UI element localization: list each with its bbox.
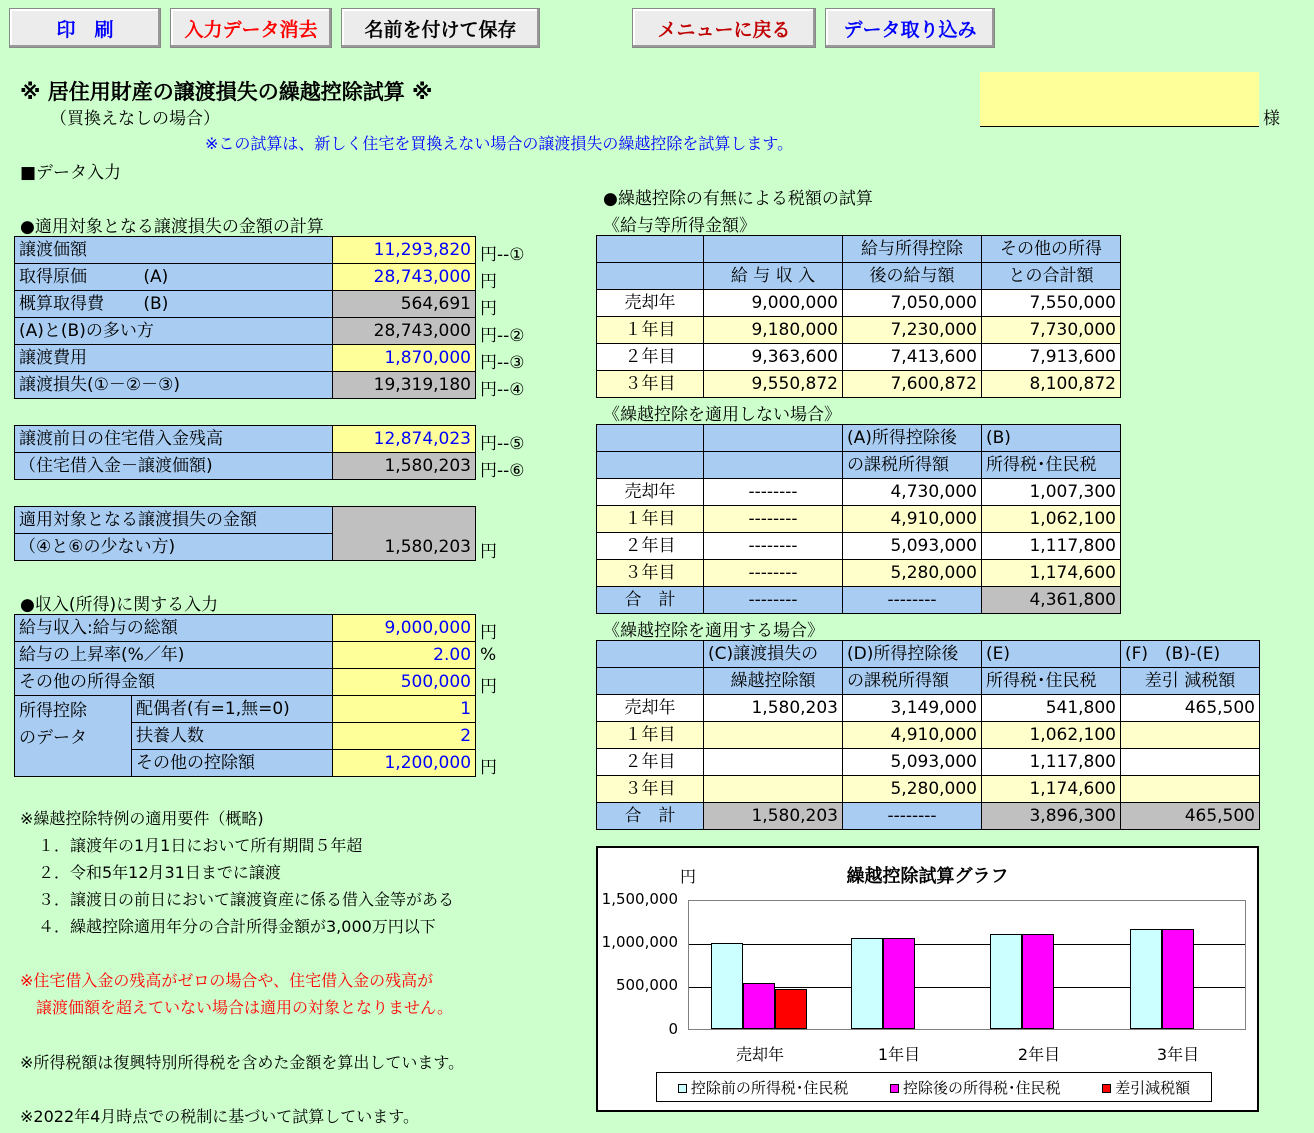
table-cell <box>1121 776 1260 803</box>
total-label: 合 計 <box>597 803 704 830</box>
row-label: 譲渡損失(①－②－③) <box>15 372 333 399</box>
header-cell: (F) (B)-(E) <box>1121 641 1260 668</box>
table-cell <box>704 749 843 776</box>
table-cell: 1,117,800 <box>982 533 1121 560</box>
table-cell: 4,910,000 <box>843 506 982 533</box>
legend-label: 差引減税額 <box>1115 1078 1191 1097</box>
table-cell: 7,600,872 <box>843 371 982 398</box>
table-cell: 1,580,203 <box>704 803 843 830</box>
chart-bar <box>990 934 1022 1029</box>
chart-y-unit: 円 <box>680 867 697 886</box>
header-cell: の課税所得額 <box>843 668 982 695</box>
row-label: （④と⑥の少ない方) <box>15 534 333 561</box>
table-cell: 7,730,000 <box>982 317 1121 344</box>
row-label: 給与収入:給与の総額 <box>15 615 333 642</box>
y-tick-label: 0 <box>668 1020 678 1038</box>
loan-minus-price-value: 1,580,203 <box>333 453 476 480</box>
transfer-expense-input[interactable]: 1,870,000 <box>333 345 476 372</box>
warning-text: ※住宅借入金の残高がゼロの場合や、住宅借入金の残高が <box>20 971 434 990</box>
chart-bar <box>851 938 883 1029</box>
row-label: 扶養人数 <box>132 723 333 750</box>
table-cell: 5,093,000 <box>843 533 982 560</box>
table-cell: 1,062,100 <box>982 506 1121 533</box>
dependents-input[interactable]: 2 <box>333 723 476 750</box>
requirement-item: ４．繰越控除適用年分の合計所得金額が3,000万円以下 <box>38 917 436 936</box>
year-label: ２年目 <box>597 344 704 371</box>
header-cell: (D)所得控除後 <box>843 641 982 668</box>
table-cell: 3,896,300 <box>982 803 1121 830</box>
legend-label: 控除前の所得税･住民税 <box>690 1078 849 1097</box>
unit-label: 円 <box>480 542 497 562</box>
header-cell: (C)譲渡損失の <box>704 641 843 668</box>
unit-label: 円--⑤ <box>480 434 525 454</box>
total-tax-value: 4,361,800 <box>982 587 1121 614</box>
table-cell: 7,913,600 <box>982 344 1121 371</box>
header-cell: (B) <box>982 425 1121 452</box>
loan-table <box>14 425 476 480</box>
salary-heading: 《給与等所得金額》 <box>603 216 756 236</box>
table-cell: 465,500 <box>1121 803 1260 830</box>
table-cell <box>1121 749 1260 776</box>
unit-label: 円--② <box>480 326 525 346</box>
total-label: 合 計 <box>597 587 704 614</box>
header-cell: 所得税･住民税 <box>982 452 1121 479</box>
page-subtitle: （買換えなしの場合） <box>50 109 220 129</box>
chart-bar <box>883 938 915 1029</box>
table-cell: -------- <box>704 479 843 506</box>
legend-swatch-icon <box>1102 1084 1111 1093</box>
page-description: ※この試算は、新しく住宅を買換えない場合の譲渡損失の繰越控除を試算します。 <box>205 134 794 153</box>
header-cell <box>597 668 704 695</box>
other-income-input[interactable]: 500,000 <box>333 669 476 696</box>
table-cell: 1,580,203 <box>704 695 843 722</box>
customer-name-input[interactable] <box>980 72 1259 127</box>
without-heading: 《繰越控除を適用しない場合》 <box>603 405 841 425</box>
header-cell: の課税所得額 <box>843 452 982 479</box>
unit-label: 円--⑥ <box>480 461 525 481</box>
unit-label: 円 <box>480 272 497 292</box>
chart-bar <box>1022 934 1054 1029</box>
warning-text: 譲渡価額を超えていない場合は適用の対象となりません。 <box>20 998 453 1017</box>
other-deduction-input[interactable]: 1,200,000 <box>333 750 476 777</box>
row-label: その他の控除額 <box>132 750 333 777</box>
y-tick-label: 1,500,000 <box>601 890 678 908</box>
salary-income-input[interactable]: 9,000,000 <box>333 615 476 642</box>
y-tick-label: 1,000,000 <box>601 933 678 951</box>
table-cell: -------- <box>704 560 843 587</box>
page-title: ※ 居住用財産の譲渡損失の繰越控除試算 ※ <box>20 80 433 104</box>
save-as-button[interactable]: 名前を付けて保存 <box>341 8 540 48</box>
header-cell: 後の給与額 <box>843 263 982 290</box>
row-label: 配偶者(有=1,無=0) <box>132 696 333 723</box>
header-cell <box>704 452 843 479</box>
year-label: １年目 <box>597 317 704 344</box>
requirements-heading: ※繰越控除特例の適用要件（概略) <box>20 809 264 828</box>
salary-growth-input[interactable]: 2.00 <box>333 642 476 669</box>
table-cell: 8,100,872 <box>982 371 1121 398</box>
with-heading: 《繰越控除を適用する場合》 <box>603 621 824 641</box>
header-cell <box>597 263 704 290</box>
unit-label: % <box>480 645 497 665</box>
row-label: のデータ <box>19 728 87 748</box>
loan-balance-input[interactable]: 12,874,023 <box>333 426 476 453</box>
loss-calc-table <box>14 236 476 399</box>
tax-note: ※2022年4月時点での税制に基づいて試算しています。 <box>20 1107 420 1126</box>
estimated-cost-value: 564,691 <box>333 291 476 318</box>
header-cell <box>597 641 704 668</box>
table-cell: 1,174,600 <box>982 560 1121 587</box>
table-cell: 7,230,000 <box>843 317 982 344</box>
row-label: 譲渡前日の住宅借入金残高 <box>15 426 333 453</box>
back-to-menu-button[interactable]: メニューに戻る <box>632 8 816 48</box>
year-label: ２年目 <box>597 533 704 560</box>
table-cell <box>1121 722 1260 749</box>
year-label: 売却年 <box>597 290 704 317</box>
row-label: 給与の上昇率(%／年) <box>15 642 333 669</box>
x-tick-label: 3年目 <box>1156 1045 1200 1064</box>
header-cell <box>597 236 704 263</box>
header-cell: 差引 減税額 <box>1121 668 1260 695</box>
unit-label: 円 <box>480 623 497 643</box>
table-cell: 4,730,000 <box>843 479 982 506</box>
salary-table <box>596 235 1121 398</box>
table-cell: 5,093,000 <box>843 749 982 776</box>
table-cell: 1,062,100 <box>982 722 1121 749</box>
acquisition-cost-input[interactable]: 28,743,000 <box>333 264 476 291</box>
chart-plot-area <box>688 900 1246 1030</box>
income-table <box>14 614 476 777</box>
table-cell <box>704 722 843 749</box>
year-label: ３年目 <box>597 560 704 587</box>
chart-bar <box>775 989 807 1029</box>
table-cell: 541,800 <box>982 695 1121 722</box>
year-label: 売却年 <box>597 695 704 722</box>
row-label: 適用対象となる譲渡損失の金額 <box>15 507 333 534</box>
transfer-loss-value: 19,319,180 <box>333 372 476 399</box>
table-cell: -------- <box>843 803 982 830</box>
income-heading: ●収入(所得)に関する入力 <box>20 595 219 615</box>
greater-cost-value: 28,743,000 <box>333 318 476 345</box>
row-label: 所得控除 <box>19 701 87 721</box>
deduction-group-label <box>15 696 132 777</box>
header-cell <box>597 452 704 479</box>
chart-bar <box>711 943 743 1029</box>
requirement-item: １．譲渡年の1月1日において所有期間５年超 <box>38 836 363 855</box>
header-cell: 給与所得控除 <box>843 236 982 263</box>
row-label: (A)と(B)の多い方 <box>15 318 333 345</box>
table-cell: 465,500 <box>1121 695 1260 722</box>
header-cell: (E) <box>982 641 1121 668</box>
x-tick-label: 売却年 <box>735 1045 784 1064</box>
year-label: ３年目 <box>597 776 704 803</box>
header-cell: その他の所得 <box>982 236 1121 263</box>
header-cell: (A)所得控除後 <box>843 425 982 452</box>
row-label: 譲渡費用 <box>15 345 333 372</box>
row-label: （住宅借入金－譲渡価額) <box>15 453 333 480</box>
sale-price-input[interactable]: 11,293,820 <box>333 237 476 264</box>
spouse-input[interactable]: 1 <box>333 696 476 723</box>
chart-bar <box>1130 929 1162 1029</box>
chart-legend <box>656 1072 1212 1102</box>
table-cell: 9,180,000 <box>704 317 843 344</box>
unit-label: 円--④ <box>480 380 525 400</box>
row-label: その他の所得金額 <box>15 669 333 696</box>
x-tick-label: 2年目 <box>1017 1045 1061 1064</box>
with-table <box>596 640 1260 830</box>
legend-label: 控除後の所得税･住民税 <box>902 1078 1061 1097</box>
applicable-loss-table <box>14 506 476 561</box>
chart-bar <box>1162 929 1194 1029</box>
requirement-item: ３．譲渡日の前日において譲渡資産に係る借入金等がある <box>38 890 455 909</box>
legend-item <box>1102 1077 1190 1098</box>
y-tick-label: 500,000 <box>615 976 678 994</box>
row-label: 概算取得費 (B) <box>15 291 333 318</box>
table-cell: 1,007,300 <box>982 479 1121 506</box>
header-cell <box>704 236 843 263</box>
header-cell: 繰越控除額 <box>704 668 843 695</box>
legend-item <box>890 1077 1061 1098</box>
unit-label: 円 <box>480 299 497 319</box>
table-cell: 9,550,872 <box>704 371 843 398</box>
header-cell <box>704 425 843 452</box>
table-cell: 1,174,600 <box>982 776 1121 803</box>
table-cell: 3,149,000 <box>843 695 982 722</box>
table-cell: 5,280,000 <box>843 560 982 587</box>
tax-note: ※所得税額は復興特別所得税を含めた金額を算出しています。 <box>20 1053 465 1072</box>
header-cell: 給 与 収 入 <box>704 263 843 290</box>
loss-calc-heading: ●適用対象となる譲渡損失の金額の計算 <box>20 217 324 237</box>
applicable-loss-value: 1,580,203 <box>333 507 476 561</box>
unit-label: 円--① <box>480 245 525 265</box>
requirement-item: ２．令和5年12月31日までに譲渡 <box>38 863 281 882</box>
row-label: 取得原価 (A) <box>15 264 333 291</box>
carryover-chart <box>596 846 1259 1112</box>
print-button[interactable]: 印 刷 <box>9 8 161 48</box>
chart-title: 繰越控除試算グラフ <box>846 866 1009 886</box>
year-label: 売却年 <box>597 479 704 506</box>
data-entry-heading: ■データ入力 <box>20 163 122 183</box>
unit-label: 円 <box>480 677 497 697</box>
table-cell: 9,000,000 <box>704 290 843 317</box>
x-tick-label: 1年目 <box>877 1045 921 1064</box>
table-cell: -------- <box>704 506 843 533</box>
legend-swatch-icon <box>890 1084 899 1093</box>
chart-bar <box>743 983 775 1029</box>
legend-item <box>678 1077 849 1098</box>
year-label: １年目 <box>597 722 704 749</box>
tax-sim-heading: ●繰越控除の有無による税額の試算 <box>603 189 873 209</box>
header-cell: 所得税･住民税 <box>982 668 1121 695</box>
name-suffix: 様 <box>1263 109 1280 129</box>
table-cell: 7,550,000 <box>982 290 1121 317</box>
header-cell <box>597 425 704 452</box>
table-cell: -------- <box>704 533 843 560</box>
data-import-button[interactable]: データ取り込み <box>825 8 995 48</box>
table-cell: 7,050,000 <box>843 290 982 317</box>
unit-label: 円 <box>480 758 497 778</box>
year-label: ２年目 <box>597 749 704 776</box>
table-cell <box>704 776 843 803</box>
table-cell: -------- <box>704 587 843 614</box>
table-cell: -------- <box>843 587 982 614</box>
table-cell: 4,910,000 <box>843 722 982 749</box>
legend-swatch-icon <box>678 1084 687 1093</box>
table-cell: 1,117,800 <box>982 749 1121 776</box>
year-label: １年目 <box>597 506 704 533</box>
unit-label: 円--③ <box>480 353 525 373</box>
year-label: ３年目 <box>597 371 704 398</box>
table-cell: 9,363,600 <box>704 344 843 371</box>
table-cell: 5,280,000 <box>843 776 982 803</box>
table-cell: 7,413,600 <box>843 344 982 371</box>
row-label: 譲渡価額 <box>15 237 333 264</box>
clear-input-button[interactable]: 入力データ消去 <box>170 8 332 48</box>
header-cell: との合計額 <box>982 263 1121 290</box>
without-table <box>596 424 1121 614</box>
